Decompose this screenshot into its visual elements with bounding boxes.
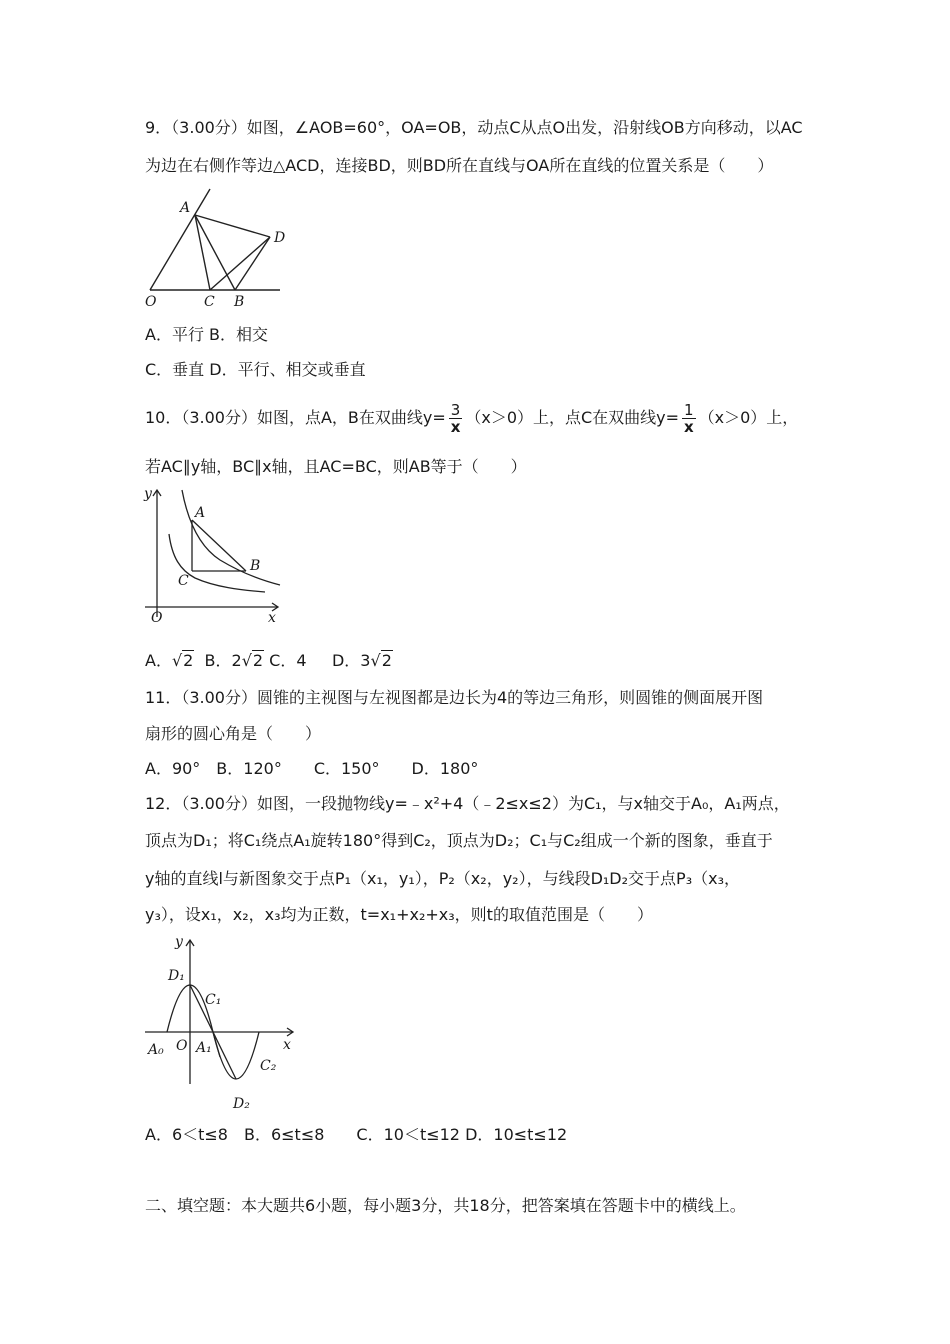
q9-stem-line2: 为边在右侧作等边△ACD，连接BD，则BD所在直线与OA所在直线的位置关系是（ ） bbox=[145, 156, 774, 175]
q9-figure bbox=[140, 185, 300, 310]
q9-label-c: C bbox=[204, 294, 215, 310]
q9-label-o: O bbox=[145, 294, 157, 310]
q10-option-d-sqrt: √2 bbox=[370, 651, 392, 670]
q10-frac1-numerator: 3 bbox=[450, 401, 461, 419]
q12-stem-line3: y轴的直线l与新图象交于点P₁（x₁，y₁），P₂（x₂，y₂），与线段D₁D₂交于点P₃（x₃， bbox=[145, 869, 740, 888]
q10-option-a-sqrt: √2 bbox=[171, 651, 194, 670]
q10-fraction-3-over-x bbox=[449, 402, 463, 435]
q12-label-c1: C₁ bbox=[205, 992, 222, 1008]
q9-label-a: A bbox=[180, 200, 191, 216]
q10-seg-ab bbox=[192, 520, 246, 571]
q12-figure bbox=[140, 932, 305, 1112]
q12-label-y: y bbox=[175, 934, 183, 950]
q12-label-x: x bbox=[283, 1037, 291, 1053]
q10-fraction-1-over-x bbox=[682, 402, 696, 435]
q9-options-ab: A．平行 B．相交 bbox=[145, 325, 269, 344]
q10-label-a: A bbox=[195, 505, 206, 521]
q10-option-a-label: A． bbox=[145, 651, 172, 670]
q10-label-c: C bbox=[178, 573, 189, 589]
q9-seg-ac bbox=[195, 215, 210, 290]
q12-stem-line2: 顶点为D₁；将C₁绕点A₁旋转180°得到C₂，顶点为D₂；C₁与C₂组成一个新的图象，垂直于 bbox=[145, 831, 773, 850]
q10-option-d-radicand: 2 bbox=[381, 651, 392, 670]
q10-prefix: 10．（3.00分）如图，点A，B在双曲线y= bbox=[145, 408, 446, 427]
q10-mid: （x＞0）上，点C在双曲线y= bbox=[465, 408, 680, 427]
q9-label-d: D bbox=[274, 230, 286, 246]
q10-frac1-denominator: x bbox=[450, 418, 461, 436]
q11-options: A．90° B．120° C．150° D．180° bbox=[145, 759, 479, 778]
section2-heading: 二、填空题：本大题共6小题，每小题3分，共18分，把答案填在答题卡中的横线上。 bbox=[145, 1196, 746, 1215]
q9-stem-line1: 9．（3.00分）如图，∠AOB=60°，OA=OB，动点C从点O出发，沿射线OB方向移动，以AC bbox=[145, 118, 803, 137]
q11-stem-line2: 扇形的圆心角是（ ） bbox=[145, 724, 322, 743]
q10-figure bbox=[140, 482, 290, 622]
q10-stem-line2: 若AC∥y轴，BC∥x轴，且AC=BC，则AB等于（ ） bbox=[145, 457, 527, 476]
q12-label-o: O bbox=[176, 1038, 188, 1054]
q12-label-d2: D₂ bbox=[233, 1096, 250, 1112]
q10-option-a-radicand: 2 bbox=[183, 651, 194, 670]
q10-label-b: B bbox=[250, 558, 261, 574]
q12-curve-c2 bbox=[213, 1032, 259, 1079]
q12-label-c2: C₂ bbox=[260, 1058, 277, 1074]
q10-option-c: C．4 bbox=[269, 651, 307, 670]
q9-seg-ab bbox=[195, 215, 235, 290]
q12-label-d1: D₁ bbox=[168, 968, 185, 984]
q10-option-b-radicand: 2 bbox=[252, 651, 264, 670]
q12-stem-line4: y₃），设x₁，x₂，x₃均为正数，t=x₁+x₂+x₃，则t的取值范围是（ ） bbox=[145, 905, 653, 924]
q10-option-d-label: D．3 bbox=[331, 651, 371, 670]
q9-options-cd: C．垂直 D．平行、相交或垂直 bbox=[145, 360, 366, 379]
q12-label-a1: A₁ bbox=[196, 1040, 212, 1056]
q10-option-b-sqrt: √2 bbox=[241, 651, 264, 670]
q12-stem-line1: 12．（3.00分）如图，一段抛物线y=﹣x²+4（﹣2≤x≤2）为C₁，与x轴交于A₀，A₁两点， bbox=[145, 794, 790, 813]
q10-label-x: x bbox=[268, 610, 276, 622]
q11-stem-line1: 11．（3.00分）圆锥的主视图与左视图都是边长为4的等边三角形，则圆锥的侧面展开图 bbox=[145, 688, 764, 707]
q10-options bbox=[145, 651, 393, 671]
q10-label-y: y bbox=[144, 486, 152, 502]
q10-label-o: O bbox=[151, 610, 163, 622]
q10-frac2-numerator: 1 bbox=[684, 401, 694, 419]
q10-option-b-label: B．2 bbox=[204, 651, 242, 670]
q12-options: A．6＜t≤8 B．6≤t≤8 C．10＜t≤12 D．10≤t≤12 bbox=[145, 1125, 568, 1144]
q10-frac2-denominator: x bbox=[683, 418, 694, 436]
q10-stem-line1 bbox=[145, 400, 798, 436]
q9-label-b: B bbox=[234, 294, 245, 310]
q9-seg-ad bbox=[195, 215, 270, 237]
q12-label-a0: A₀ bbox=[148, 1042, 164, 1058]
q10-suffix: （x＞0）上， bbox=[698, 408, 799, 427]
